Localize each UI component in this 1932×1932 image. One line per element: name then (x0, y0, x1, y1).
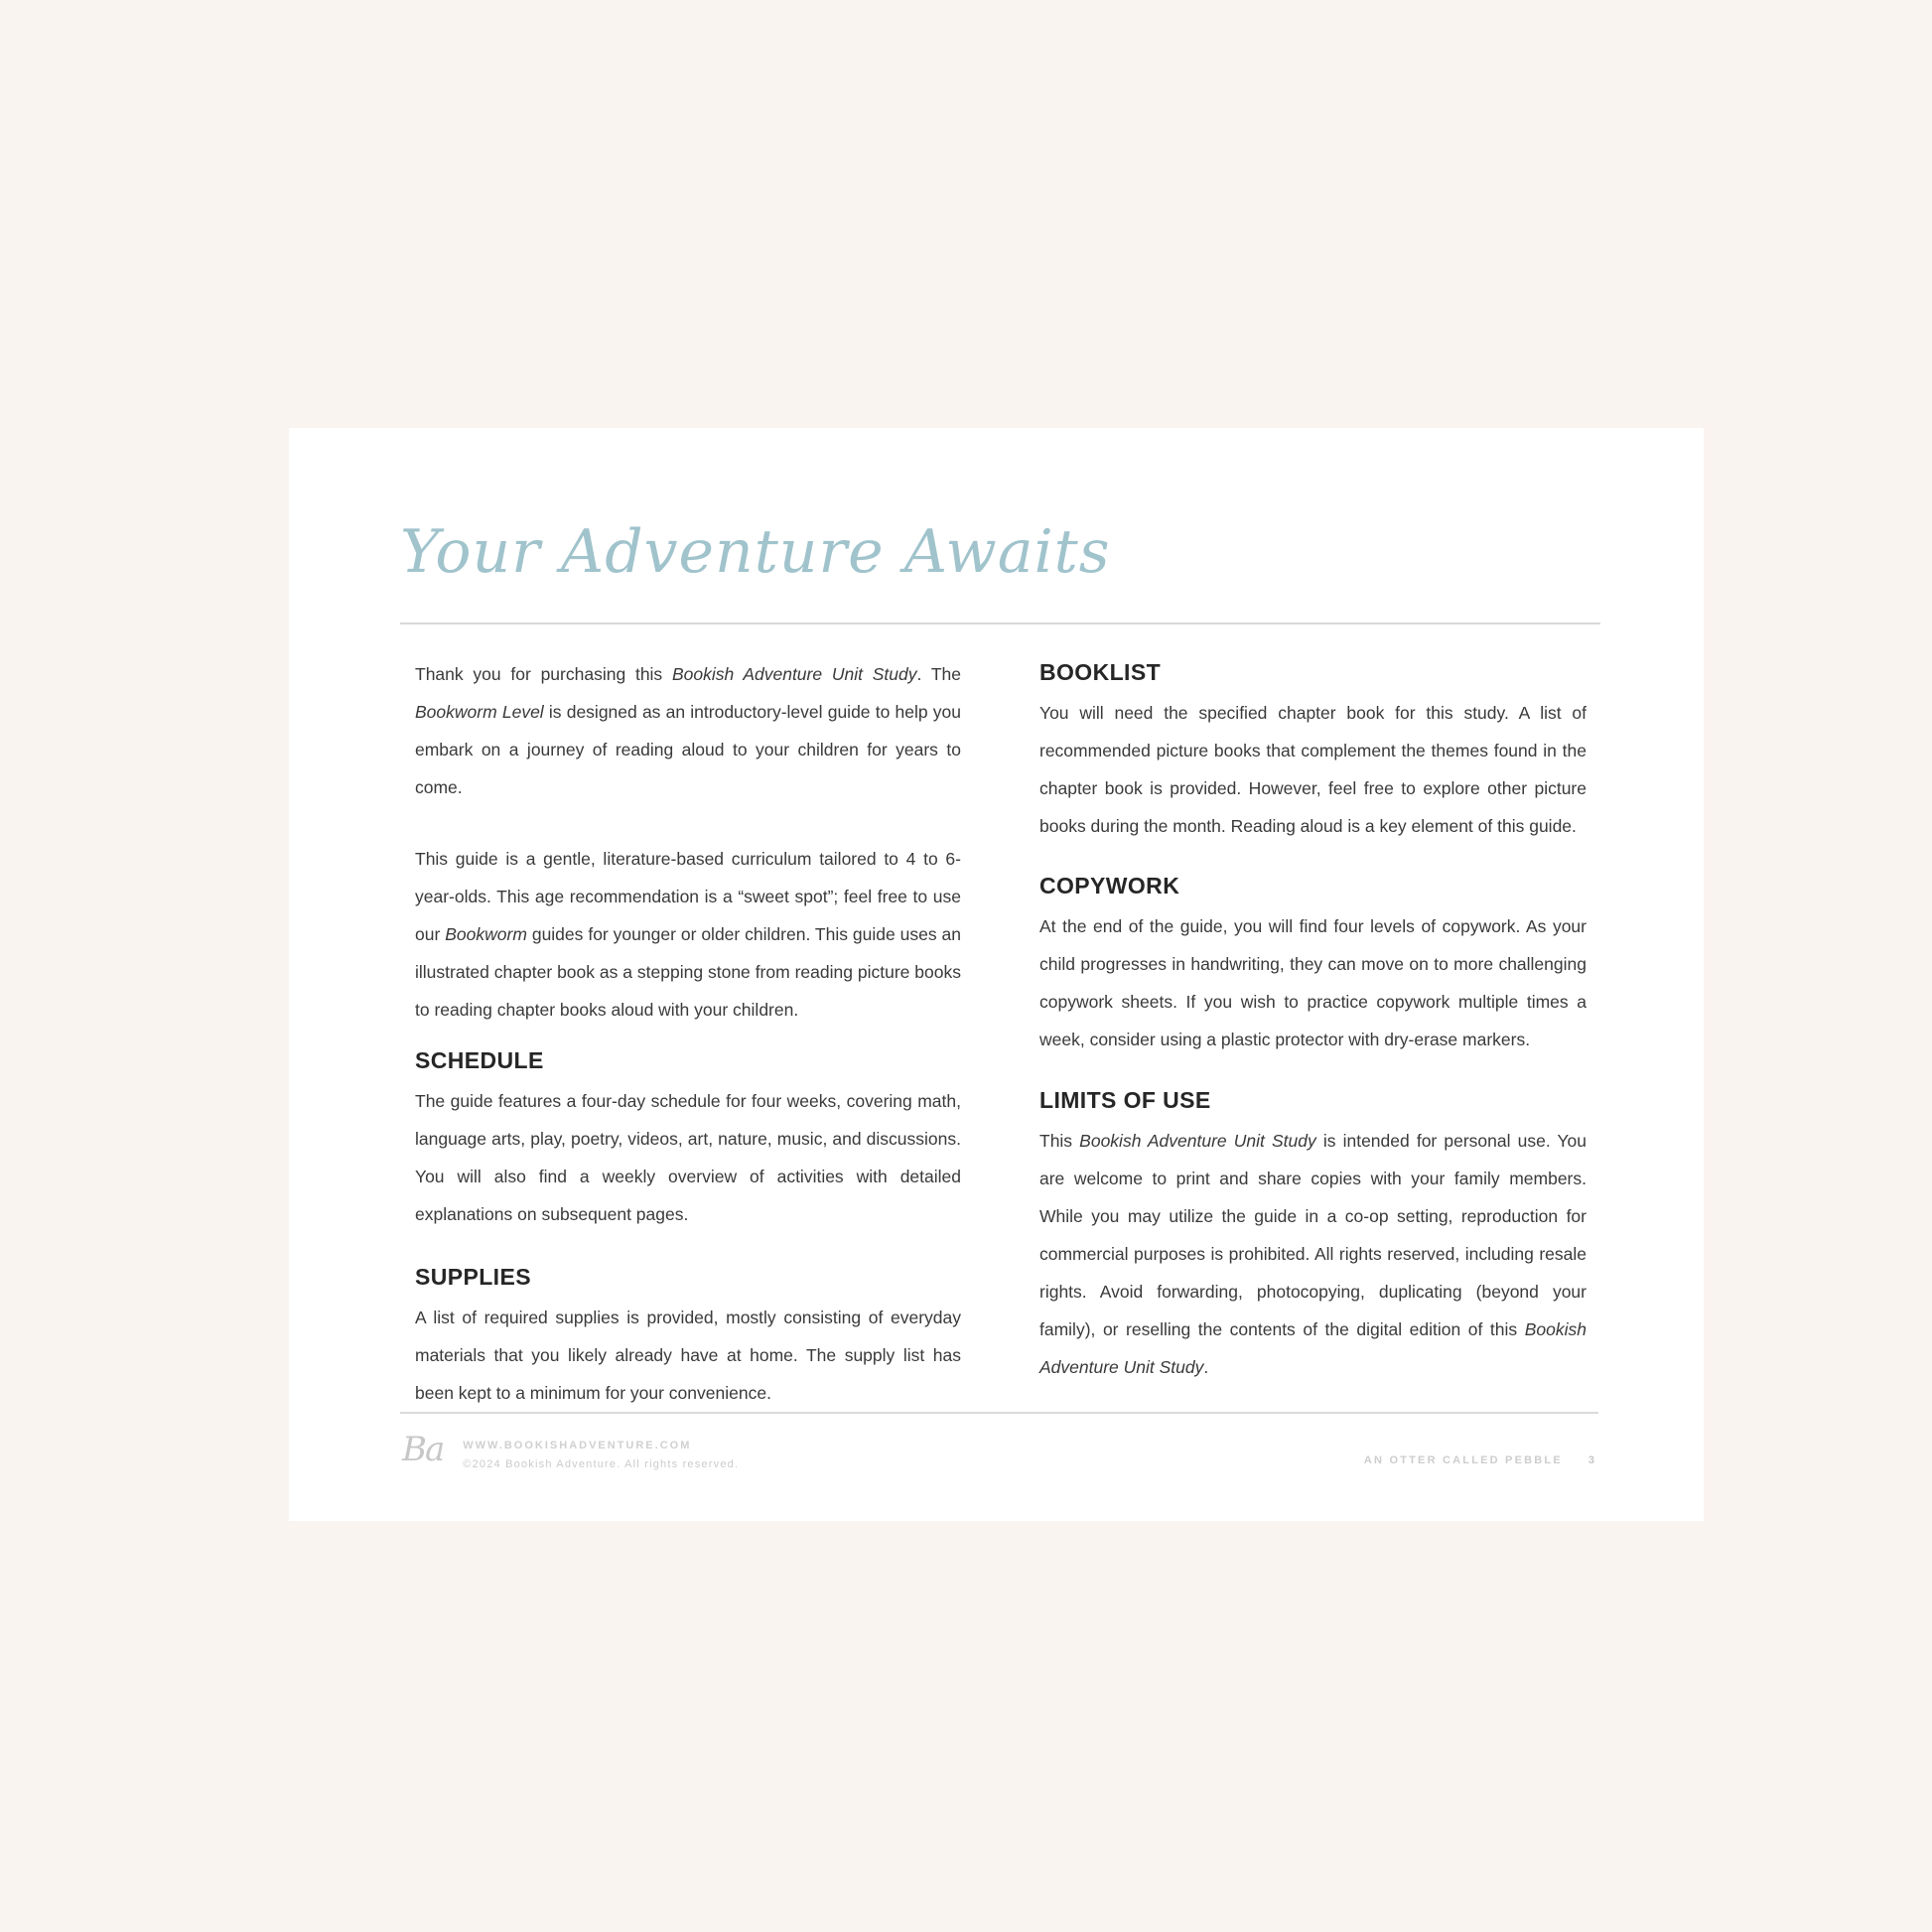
section-heading-schedule: SCHEDULE (415, 1047, 544, 1073)
footer-page-number: 3 (1587, 1454, 1594, 1466)
section-paragraph-copywork: At the end of the guide, you will find four levels of copywork. As your child progresses in handwriting, they can move on to more challenging copywork sheets. If you wish to practice copywork multiple times a week, consider using a plastic protector with dry-erase markers. (1039, 916, 1587, 1049)
section-heading-booklist: BOOKLIST (1039, 659, 1162, 685)
brand-logo: Ba (402, 1430, 444, 1469)
section-supplies (415, 1262, 961, 1412)
title-divider (400, 622, 1600, 624)
intro-paragraph-1: Thank you for purchasing this Bookish Adventure Unit Study. The Bookworm Level is designed as an introductory-level guide to help you embark on a journey of reading aloud to your children for years to come. (415, 664, 961, 797)
section-heading-supplies: SUPPLIES (415, 1264, 531, 1290)
footer-website: WWW.BOOKISHADVENTURE.COM (463, 1440, 692, 1451)
page-title: Your Adventure Awaits (400, 517, 1111, 587)
section-paragraph-booklist: You will need the specified chapter book for this study. A list of recommended picture books that complement the themes found in the chapter book is provided. However, feel free to explore other picture books during the month. Reading aloud is a key element of this guide. (1039, 703, 1587, 836)
document-page (289, 428, 1704, 1521)
section-copywork (1039, 871, 1587, 1058)
section-limits-of-use (1039, 1085, 1587, 1386)
page-content (289, 428, 1704, 1412)
section-schedule (415, 1045, 961, 1233)
right-column (1039, 655, 1587, 1412)
section-heading-copywork: COPYWORK (1039, 873, 1180, 898)
content-columns (415, 655, 1600, 1412)
section-paragraph-limits-of-use: This Bookish Adventure Unit Study is intended for personal use. You are welcome to print and share copies with your family members. While you may utilize the guide in a co-op setting, reproduction for commercial purposes is prohibited. All rights reserved, including resale rights. Avoid forwarding, photocopying, duplicating (beyond your family), or reselling the contents of the digital edition of this Bookish Adventure Unit Study. (1039, 1131, 1587, 1377)
intro-paragraph-2: This guide is a gentle, literature-based curriculum tailored to 4 to 6-year-olds. This age recommendation is a “sweet spot”; feel free to use our Bookworm guides for younger or older children. This guide uses an illustrated chapter book as a stepping stone from reading picture books to reading chapter books aloud with your children. (415, 849, 962, 1020)
footer-book-title: AN OTTER CALLED PEBBLE (1363, 1454, 1563, 1466)
page-footer (400, 1412, 1598, 1521)
footer-right-group (1364, 1454, 1594, 1466)
left-column (415, 655, 961, 1412)
footer-text-lines (463, 1433, 739, 1470)
section-booklist (1039, 657, 1587, 845)
footer-copyright: ©2024 Bookish Adventure. All rights reserved. (463, 1458, 740, 1470)
section-heading-limits-of-use: LIMITS OF USE (1039, 1087, 1211, 1113)
section-paragraph-supplies: A list of required supplies is provided, mostly consisting of everyday materials that you likely already have at home. The supply list has been kept to a minimum for your convenience. (415, 1308, 961, 1403)
footer-left-group (402, 1430, 740, 1470)
section-paragraph-schedule: The guide features a four-day schedule for four weeks, covering math, language arts, play, poetry, videos, art, nature, music, and discussions. You will also find a weekly overview of activities with detailed explanations on subsequent pages. (415, 1091, 961, 1224)
